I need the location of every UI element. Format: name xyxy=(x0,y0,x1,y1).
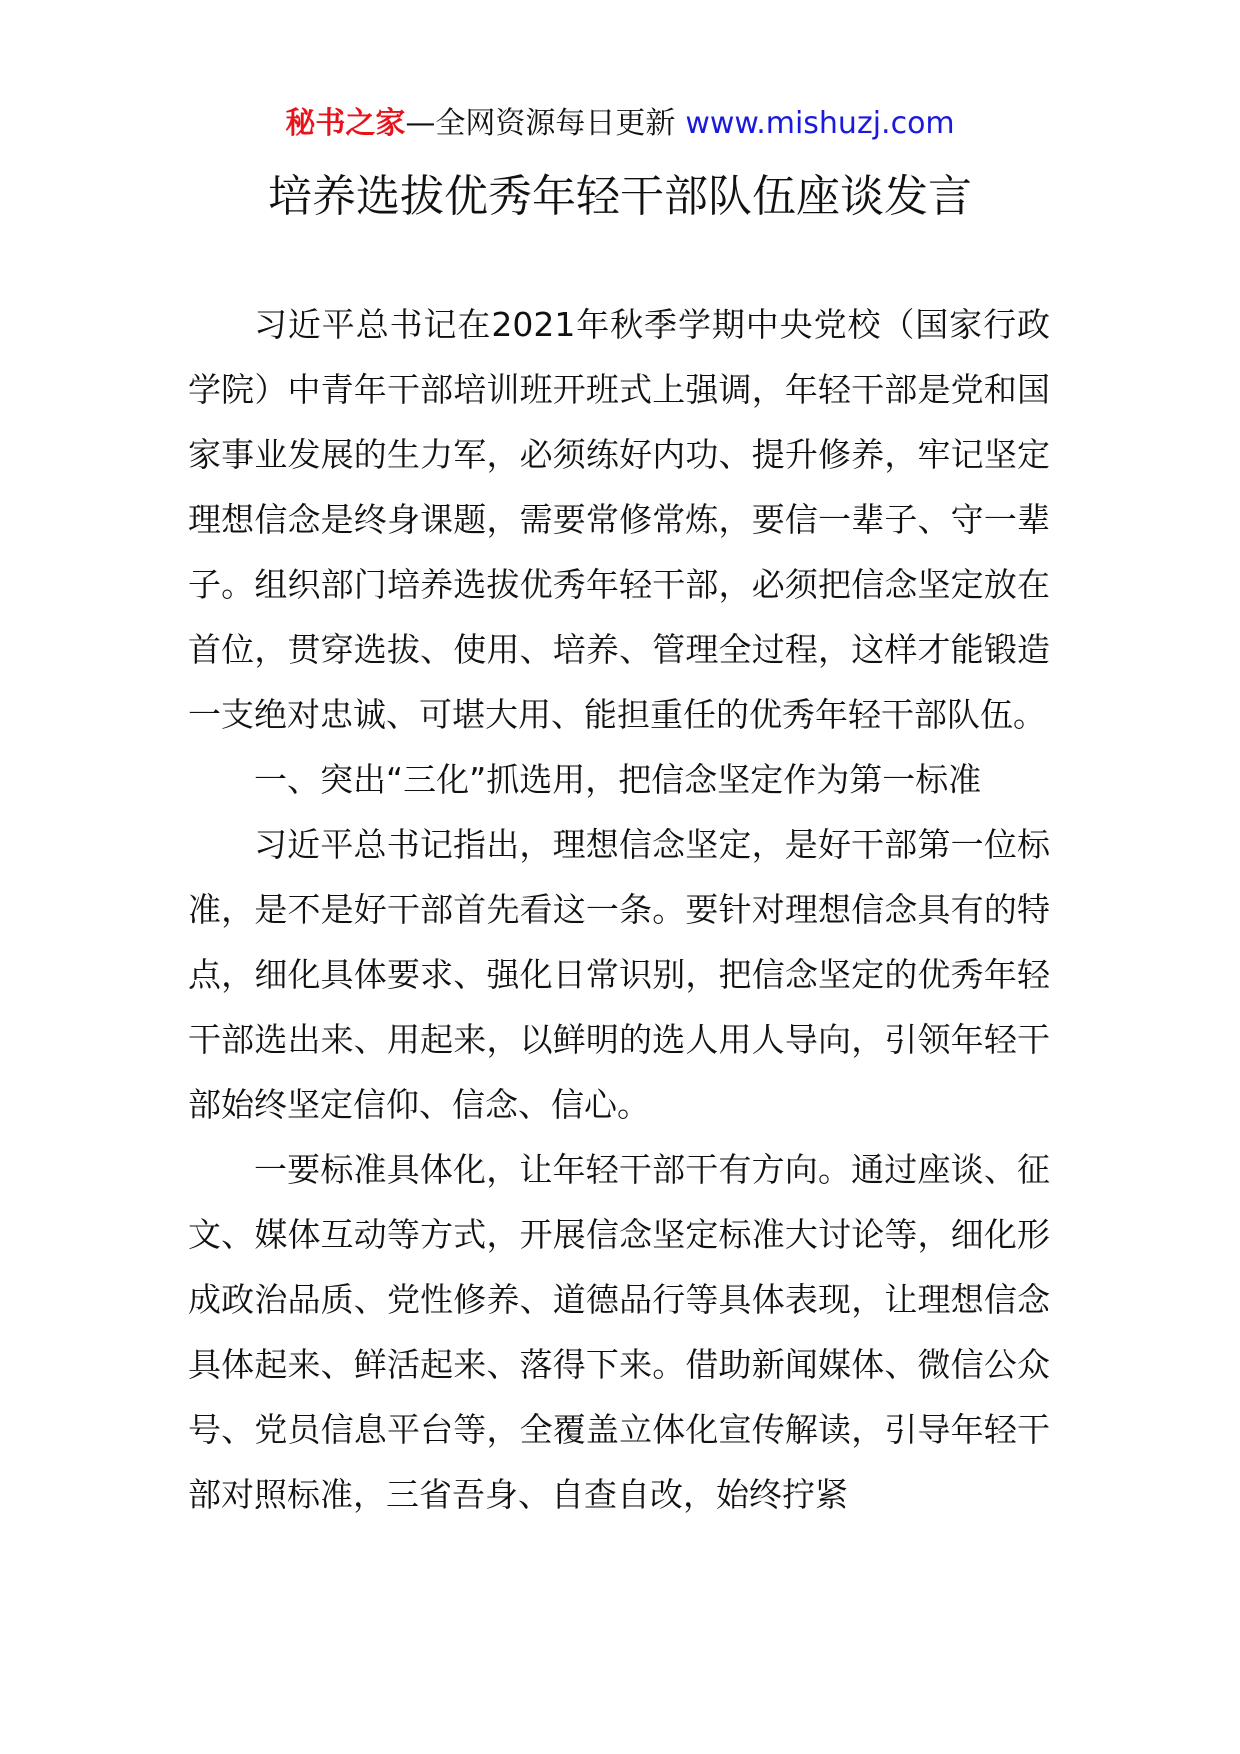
body-paragraph: 一要标准具体化，让年轻干部干有方向。通过座谈、征文、媒体互动等方式，开展信念坚定标准大讨论等，细化形成政治品质、党性修养、道德品行等具体表现，让理想信念具体起来、鲜活起来、落得下来。借助新闻媒体、微信公众号、党员信息平台等，全覆盖立体化宣传解读，引导年轻干部对照标准，三省吾身、自查自改，始终拧紧 xyxy=(188,1150,1050,1514)
brand-name: 秘书之家 xyxy=(285,106,406,141)
body-paragraph: 习近平总书记指出，理想信念坚定，是好干部第一位标准，是不是好干部首先看这一条。要针对理想信念具有的特点，细化具体要求、强化日常识别，把信念坚定的优秀年轻干部选出来、用起来，以鲜明的选人用人导向，引领年轻干部始终坚定信仰、信念、信心。 xyxy=(188,825,1050,1124)
document-title: 培养选拔优秀年轻干部队伍座谈发言 xyxy=(268,171,972,222)
header-tagline: —全网资源每日更新 xyxy=(405,106,676,141)
site-header xyxy=(0,100,1240,148)
document-body xyxy=(188,292,1050,1527)
section-heading: 一、突出“三化”抓选用，把信念坚定作为第一标准 xyxy=(254,760,982,799)
intro-paragraph: 习近平总书记在2021年秋季学期中央党校（国家行政学院）中青年干部培训班开班式上强调，年轻干部是党和国家事业发展的生力军，必须练好内功、提升修养，牢记坚定理想信念是终身课题，需要常修常炼，要信一辈子、守一辈子。组织部门培养选拔优秀年轻干部，必须把信念坚定放在首位，贯穿选拔、使用、培养、管理全过程，这样才能锻造一支绝对忠诚、可堪大用、能担重任的优秀年轻干部队伍。 xyxy=(188,305,1050,734)
site-url-link[interactable]: www.mishuzj.com xyxy=(685,106,955,141)
